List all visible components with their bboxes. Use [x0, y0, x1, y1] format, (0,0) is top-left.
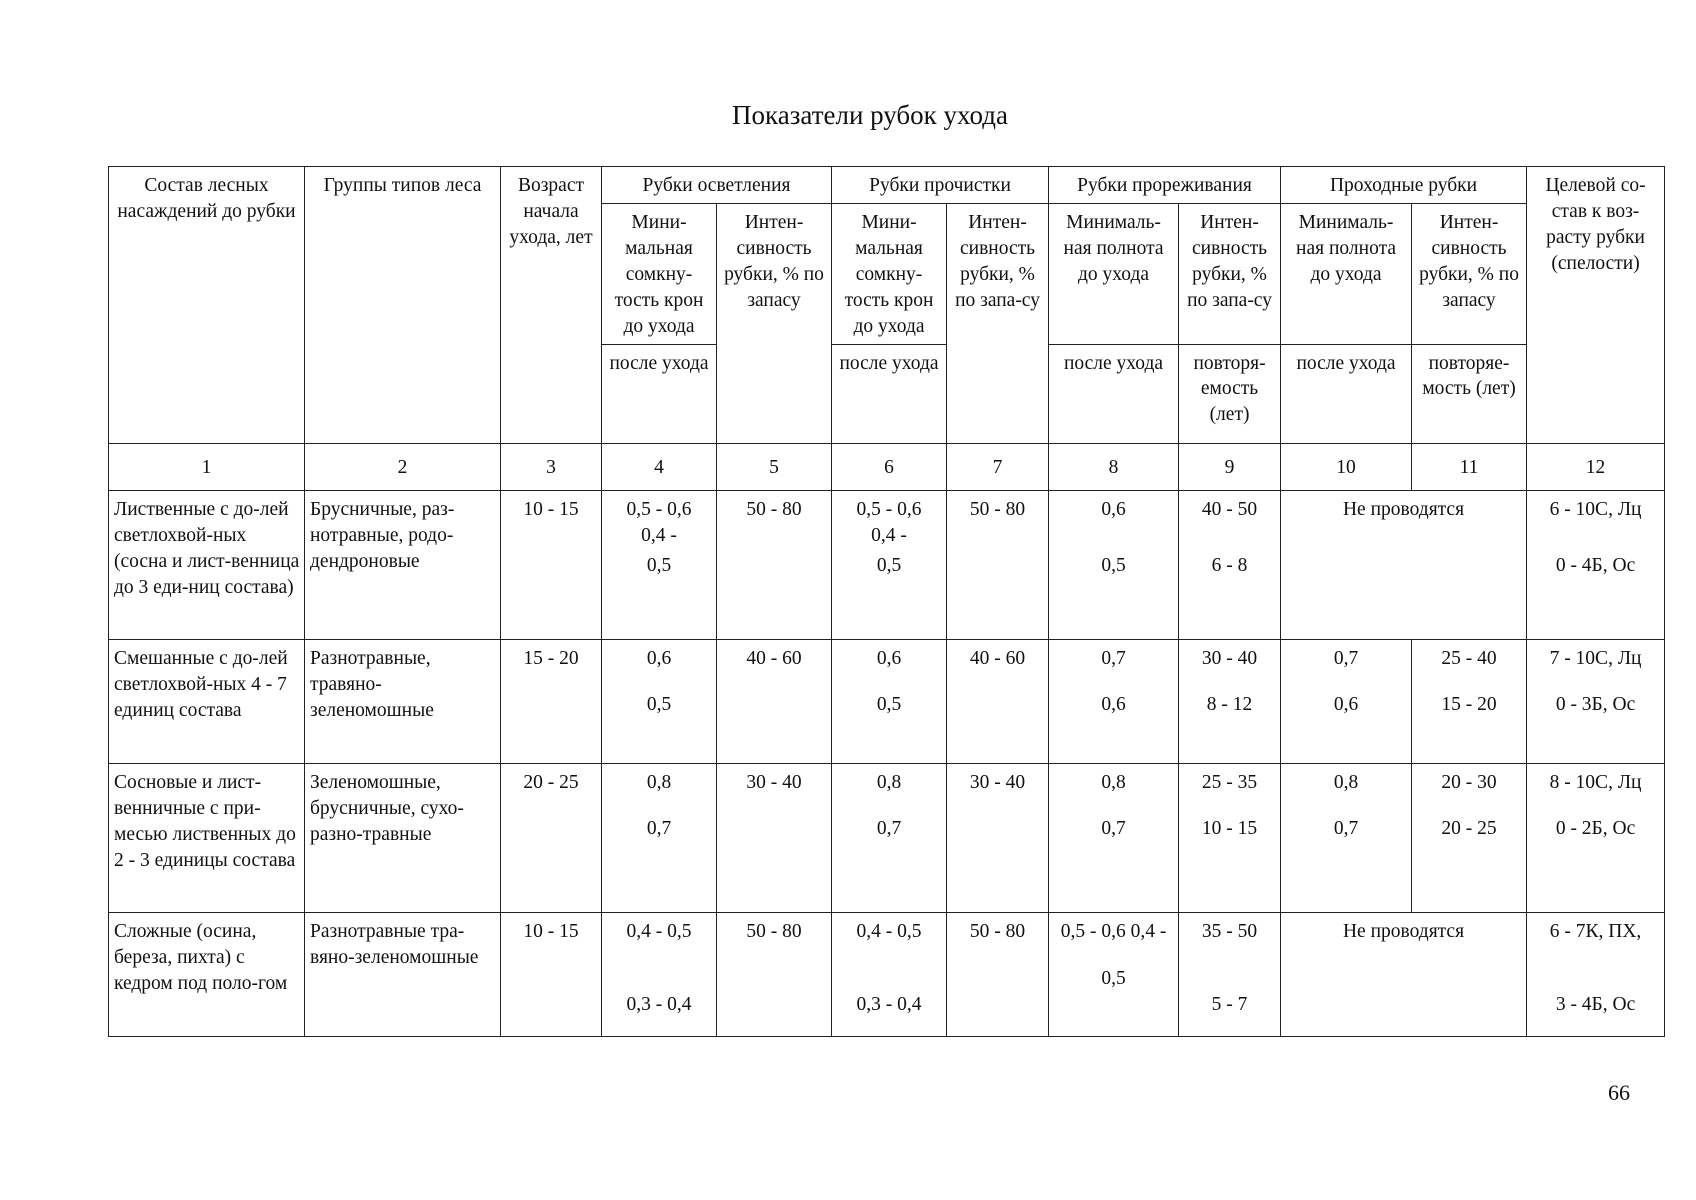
target-admixture: 3 - 4Б, Ос — [1555, 994, 1636, 1016]
col-number: 2 — [305, 443, 501, 491]
target-main: 8 - 10С, Лц — [1549, 772, 1642, 794]
header-prohod-min: Минималь-ная полнота до ухода — [1281, 203, 1412, 344]
header-osv-int: Интен-сивность рубки, % по запасу — [717, 203, 832, 443]
age-cell: 10 - 15 — [501, 913, 602, 1037]
prohod-cell: Не проводятся — [1281, 913, 1527, 1037]
pro-min-before: 0,4 - 0,5 — [856, 921, 922, 943]
prored-min-after: 0,7 — [1101, 818, 1126, 840]
header-prored-int: Интен-сивность рубки, % по запа-су — [1179, 203, 1281, 344]
prored-min-after: 0,5 — [1101, 555, 1126, 577]
header-prorezhivanie: Рубки прореживания — [1049, 167, 1281, 204]
composition-cell: Смешанные с до-лей светлохвой-ных 4 - 7 единиц состава — [109, 640, 305, 764]
col-number: 5 — [717, 443, 832, 491]
target-cell — [1527, 491, 1665, 640]
header-composition: Состав лесных насаждений до рубки — [109, 167, 305, 444]
prohod-int-cell — [1412, 640, 1527, 764]
pro-min-cell — [832, 491, 947, 640]
col-number: 10 — [1281, 443, 1412, 491]
osv-min-after: 0,5 — [646, 694, 672, 716]
pro-min-cell — [832, 913, 947, 1037]
prored-min-before: 0,7 — [1101, 648, 1126, 670]
header-pro-int: Интен-сивность рубки, % по запа-су — [947, 203, 1049, 443]
col-number: 12 — [1527, 443, 1665, 491]
page-number: 66 — [1608, 1080, 1630, 1105]
target-main: 6 - 7К, ПХ, — [1549, 921, 1642, 943]
osv-int-cell: 30 - 40 — [717, 764, 832, 913]
prored-rep-value: 6 - 8 — [1211, 555, 1248, 577]
header-prohodnye: Проходные рубки — [1281, 167, 1527, 204]
prored-int-value: 25 - 35 — [1201, 772, 1258, 794]
osv-min-before: 0,5 - 0,6 0,4 - — [626, 499, 692, 547]
prohod-rep-value: 15 - 20 — [1441, 694, 1497, 716]
header-prored-after: после ухода — [1049, 344, 1179, 443]
header-pro-min: Мини-мальная сомкну-тость крон до ухода — [832, 203, 947, 344]
age-cell: 15 - 20 — [501, 640, 602, 764]
osv-min-before: 0,6 — [646, 648, 672, 670]
forest-types-cell: Разнотравные, травяно-зеленомошные — [305, 640, 501, 764]
osv-int-cell: 50 - 80 — [717, 913, 832, 1037]
col-number: 9 — [1179, 443, 1281, 491]
table-row — [109, 913, 1665, 1037]
table-row — [109, 764, 1665, 913]
composition-cell: Сложные (осина, береза, пихта) с кедром под поло-гом — [109, 913, 305, 1037]
osv-int-cell: 50 - 80 — [717, 491, 832, 640]
prored-min-before: 0,5 - 0,6 0,4 - — [1060, 921, 1167, 943]
prored-rep-value: 10 - 15 — [1201, 818, 1258, 840]
prored-min-before: 0,6 — [1101, 499, 1126, 521]
felling-indicators-table — [108, 166, 1665, 1037]
osv-min-before: 0,4 - 0,5 — [626, 921, 692, 943]
osv-min-before: 0,8 — [646, 772, 672, 794]
osv-min-after: 0,3 - 0,4 — [626, 994, 692, 1016]
target-admixture: 0 - 3Б, Ос — [1555, 694, 1636, 716]
pro-min-after: 0,3 - 0,4 — [856, 994, 922, 1016]
header-prored-min: Минималь-ная полнота до ухода — [1049, 203, 1179, 344]
pro-min-before: 0,6 — [876, 648, 902, 670]
pro-int-cell: 30 - 40 — [947, 764, 1049, 913]
prohod-min-before: 0,8 — [1333, 772, 1359, 794]
age-cell: 20 - 25 — [501, 764, 602, 913]
composition-cell: Лиственные с до-лей светлохвой-ных (сосна и лист-венница до 3 еди-ниц состава) — [109, 491, 305, 640]
prored-min-cell — [1049, 764, 1179, 913]
header-prohod-rep: повторяе-мость (лет) — [1412, 344, 1527, 443]
forest-types-cell: Зеленомошные, брусничные, сухо-разно-травные — [305, 764, 501, 913]
header-prohod-int: Интен-сивность рубки, % по запасу — [1412, 203, 1527, 344]
osv-min-cell — [602, 491, 717, 640]
pro-min-cell — [832, 764, 947, 913]
col-number: 7 — [947, 443, 1049, 491]
col-number: 6 — [832, 443, 947, 491]
prored-int-cell — [1179, 764, 1281, 913]
pro-min-after: 0,5 — [876, 555, 902, 577]
pro-min-cell — [832, 640, 947, 764]
prohod-int-value: 25 - 40 — [1441, 648, 1497, 670]
header-forest-types: Группы типов леса — [305, 167, 501, 444]
target-main: 6 - 10С, Лц — [1549, 499, 1642, 521]
prohod-min-cell — [1281, 640, 1412, 764]
prohod-int-cell — [1412, 764, 1527, 913]
col-number: 4 — [602, 443, 717, 491]
prored-min-after: 0,5 — [1101, 968, 1126, 990]
pro-int-cell: 40 - 60 — [947, 640, 1049, 764]
osv-min-after: 0,5 — [646, 555, 672, 577]
prored-min-cell — [1049, 640, 1179, 764]
target-admixture: 0 - 4Б, Ос — [1555, 555, 1636, 577]
osv-min-cell — [602, 913, 717, 1037]
header-row-1 — [109, 167, 1665, 204]
header-target: Целевой со-став к воз-расту рубки (спелости) — [1527, 167, 1665, 444]
column-number-row — [109, 443, 1665, 491]
pro-int-cell: 50 - 80 — [947, 913, 1049, 1037]
prored-int-cell — [1179, 491, 1281, 640]
header-osv-after: после ухода — [602, 344, 717, 443]
prohod-cell: Не проводятся — [1281, 491, 1527, 640]
prored-rep-value: 8 - 12 — [1206, 694, 1253, 716]
prored-min-after: 0,6 — [1101, 694, 1126, 716]
pro-min-before: 0,5 - 0,6 0,4 - — [856, 499, 922, 547]
page-title: Показатели рубок ухода — [732, 100, 1008, 130]
prored-rep-value: 5 - 7 — [1211, 994, 1248, 1016]
col-number: 11 — [1412, 443, 1527, 491]
table-row — [109, 491, 1665, 640]
header-prochistka: Рубки прочистки — [832, 167, 1049, 204]
prored-int-cell — [1179, 913, 1281, 1037]
prored-min-cell — [1049, 491, 1179, 640]
target-cell — [1527, 913, 1665, 1037]
header-osvetlenie: Рубки осветления — [602, 167, 832, 204]
target-cell — [1527, 764, 1665, 913]
composition-cell: Сосновые и лист-венничные с при-месью лиственных до 2 - 3 единицы состава — [109, 764, 305, 913]
pro-min-before: 0,8 — [876, 772, 902, 794]
prohod-min-before: 0,7 — [1333, 648, 1359, 670]
prored-int-value: 40 - 50 — [1201, 499, 1258, 521]
osv-min-cell — [602, 640, 717, 764]
table-row — [109, 640, 1665, 764]
forest-types-cell: Брусничные, раз-нотравные, родо-дендроновые — [305, 491, 501, 640]
header-osv-min: Мини-мальная сомкну-тость крон до ухода — [602, 203, 717, 344]
col-number: 8 — [1049, 443, 1179, 491]
prored-min-cell — [1049, 913, 1179, 1037]
prohod-rep-value: 20 - 25 — [1441, 818, 1497, 840]
header-pro-after: после ухода — [832, 344, 947, 443]
col-number: 3 — [501, 443, 602, 491]
osv-min-cell — [602, 764, 717, 913]
target-cell — [1527, 640, 1665, 764]
header-prohod-after: после ухода — [1281, 344, 1412, 443]
pro-min-after: 0,5 — [876, 694, 902, 716]
age-cell: 10 - 15 — [501, 491, 602, 640]
pro-min-after: 0,7 — [876, 818, 902, 840]
target-main: 7 - 10С, Лц — [1549, 648, 1642, 670]
forest-types-cell: Разнотравные тра-вяно-зеленомошные — [305, 913, 501, 1037]
header-prored-rep: повторя-емость (лет) — [1179, 344, 1281, 443]
osv-int-cell: 40 - 60 — [717, 640, 832, 764]
prohod-min-cell — [1281, 764, 1412, 913]
header-age: Возраст начала ухода, лет — [501, 167, 602, 444]
prored-int-cell — [1179, 640, 1281, 764]
prored-min-before: 0,8 — [1101, 772, 1126, 794]
prored-int-value: 35 - 50 — [1201, 921, 1258, 943]
prohod-min-after: 0,6 — [1333, 694, 1359, 716]
prohod-min-after: 0,7 — [1333, 818, 1359, 840]
pro-int-cell: 50 - 80 — [947, 491, 1049, 640]
osv-min-after: 0,7 — [646, 818, 672, 840]
target-admixture: 0 - 2Б, Ос — [1555, 818, 1636, 840]
col-number: 1 — [109, 443, 305, 491]
prored-int-value: 30 - 40 — [1201, 648, 1258, 670]
prohod-int-value: 20 - 30 — [1441, 772, 1497, 794]
